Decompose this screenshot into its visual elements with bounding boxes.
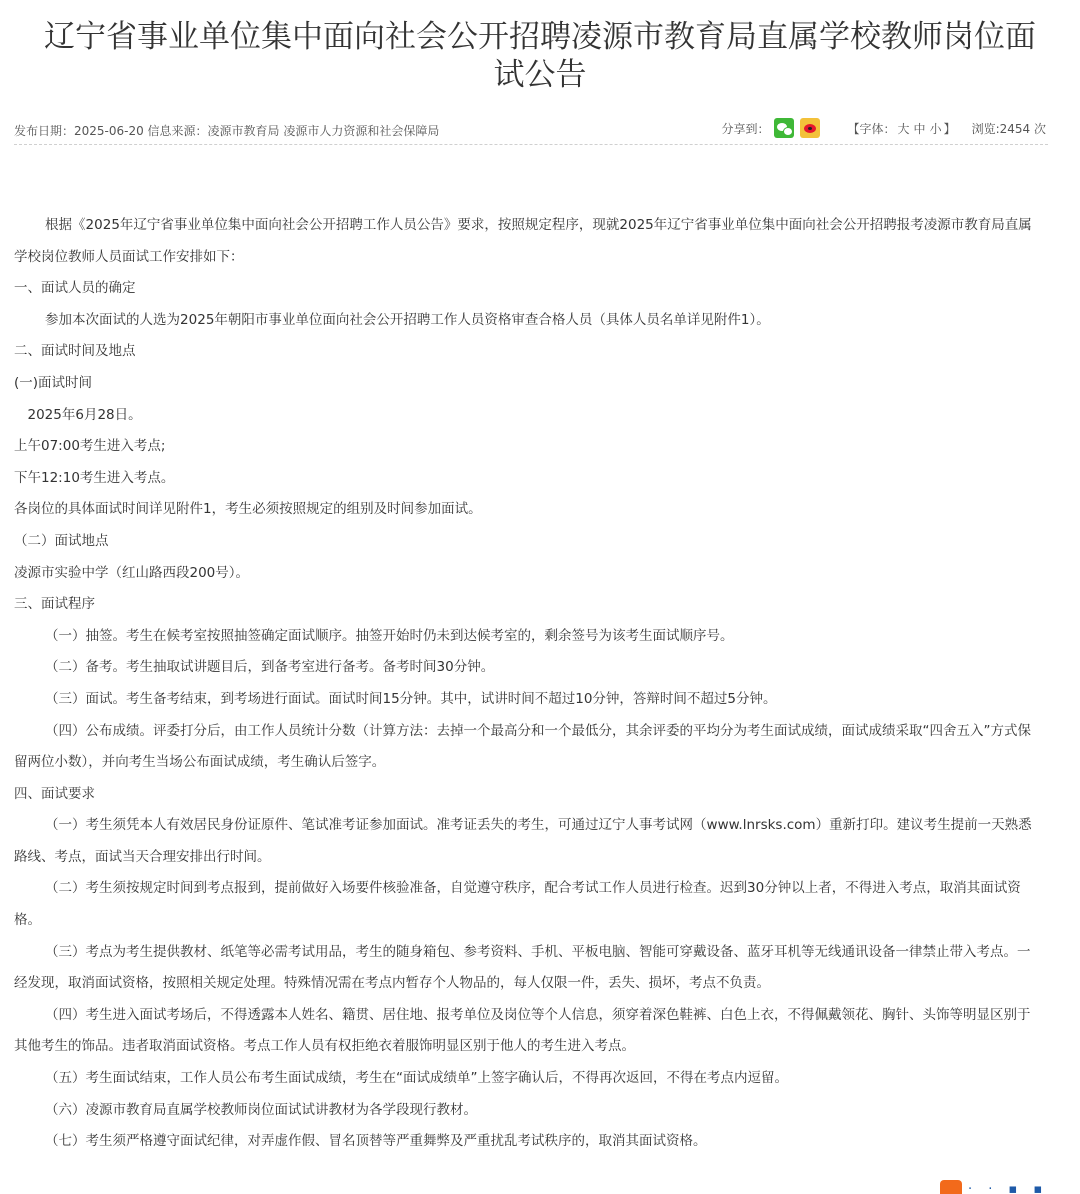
interview-place: 凌源市实验中学（红山路西段200号）。 [14,564,250,581]
font-control-open: 【字体： [847,121,896,136]
section-heading: 一、面试人员的确定 [14,280,136,297]
paragraph: （三）考点为考生提供教材、纸笔等必需考试用品，考生的随身箱包、参考资料、手机、平板电脑、智能可穿戴设备、蓝牙耳机等无线通讯设备一律禁止带入考点。一经发现，取消面试资格，按照相关规定处理。特殊情况需在考点内暂存个人物品的，每人仅限一件，丢失、损坏，考点不负责。 [14,943,1031,992]
share-label: 分享到： [721,121,770,136]
paragraph: （四）考生进入面试考场后，不得透露本人姓名、籍贯、居住地、报考单位及岗位等个人信息，须穿着深色鞋裤、白色上衣，不得佩戴领花、胸针、头饰等明显区别于其他考生的饰品。违者取消面试资格。考点工作人员有权拒绝衣着服饰明显区别于他人的考生进入考点。 [14,1006,1031,1055]
morning-time: 上午07:00考生进入考点; [14,438,166,455]
subsection-heading: （二）面试地点 [14,532,109,549]
subsection-heading: (一)面试时间 [14,374,93,391]
paragraph: （二）考生须按规定时间到考点报到，提前做好入场要件核验准备，自觉遵守秩序，配合考试工作人员进行检查。迟到30分钟以上者，不得进入考点，取消其面试资格。 [14,880,1021,929]
font-control-close: 】 [943,121,956,136]
font-size-large-link[interactable]: 大 [897,121,910,136]
article-meta-bar [14,116,1048,145]
section-heading: 三、面试程序 [14,596,95,613]
afternoon-time: 下午12:10考生进入考点。 [14,469,175,486]
sogou-logo-icon [940,1180,962,1194]
paragraph: 各岗位的具体面试时间详见附件1，考生必须按照规定的组别及时间参加面试。 [14,501,482,518]
paragraph: （二）备考。考生抽取试讲题目后，到备考室进行备考。备考时间30分钟。 [45,659,495,676]
view-count: 浏览:2454 次 [971,121,1046,136]
paragraph: （四）公布成绩。评委打分后，由工作人员统计分数（计算方法：去掉一个最高分和一个最低分，其余评委的平均分为考生面试成绩，面试成绩采取“四舍五入”方式保留两位小数），并向考生当场公布面试成绩，考生确认后签字。 [14,722,1032,771]
section-heading: 四、面试要求 [14,785,95,802]
intro-paragraph: 根据《2025年辽宁省事业单位集中面向社会公开招聘工作人员公告》要求，按照规定程序，现就2025年辽宁省事业单位集中面向社会公开招聘报考凌源市教育局直属学校岗位教师人员面试工作安排如下： [14,217,1032,265]
paragraph: （七）考生须严格遵守面试纪律，对弄虚作假、冒名顶替等严重舞弊及严重扰乱考试秩序的，取消其面试资格。 [45,1133,707,1150]
font-size-small-link[interactable]: 小 [929,121,942,136]
interview-date: 2025年6月28日。 [27,406,142,423]
font-size-medium-link[interactable]: 中 [913,121,926,136]
article-tools [722,118,1047,138]
article-body [14,210,1038,1158]
font-size-control [848,120,956,137]
weibo-icon[interactable] [800,118,820,138]
paragraph: （六）凌源市教育局直属学校教师岗位面试试讲教材为各学段现行教材。 [45,1101,478,1118]
toolbar-glyphs-icon: · · ▪ ▪ [968,1182,1049,1194]
input-method-toolbar[interactable] [932,1180,1080,1194]
publish-info: 发布日期：2025-06-20 信息来源：凌源市教育局 凌源市人力资源和社会保障局 [14,124,440,138]
article-title: 辽宁省事业单位集中面向社会公开招聘凌源市教育局直属学校教师岗位面试公告 [44,19,1036,93]
paragraph: （一）抽签。考生在候考室按照抽签确定面试顺序。抽签开始时仍未到达候考室的，剩余签号为该考生面试顺序号。 [45,627,734,644]
paragraph: （一）考生须凭本人有效居民身份证原件、笔试准考证参加面试。准考证丢失的考生，可通过辽宁人事考试网（www.lnrsks.com）重新打印。建议考生提前一天熟悉路线、考点，面试当天合理安排出行时间。 [14,817,1032,865]
paragraph: （三）面试。考生备考结束，到考场进行面试。面试时间15分钟。其中，试讲时间不超过10分钟，答辩时间不超过5分钟。 [45,690,777,707]
paragraph: （五）考生面试结束，工作人员公布考生面试成绩，考生在“面试成绩单”上签字确认后，不得再次返回，不得在考点内逗留。 [45,1070,789,1087]
wechat-icon[interactable] [774,118,794,138]
paragraph: 参加本次面试的人选为2025年朝阳市事业单位面向社会公开招聘工作人员资格审查合格人员（具体人员名单详见附件1）。 [45,311,770,328]
section-heading: 二、面试时间及地点 [14,343,136,360]
